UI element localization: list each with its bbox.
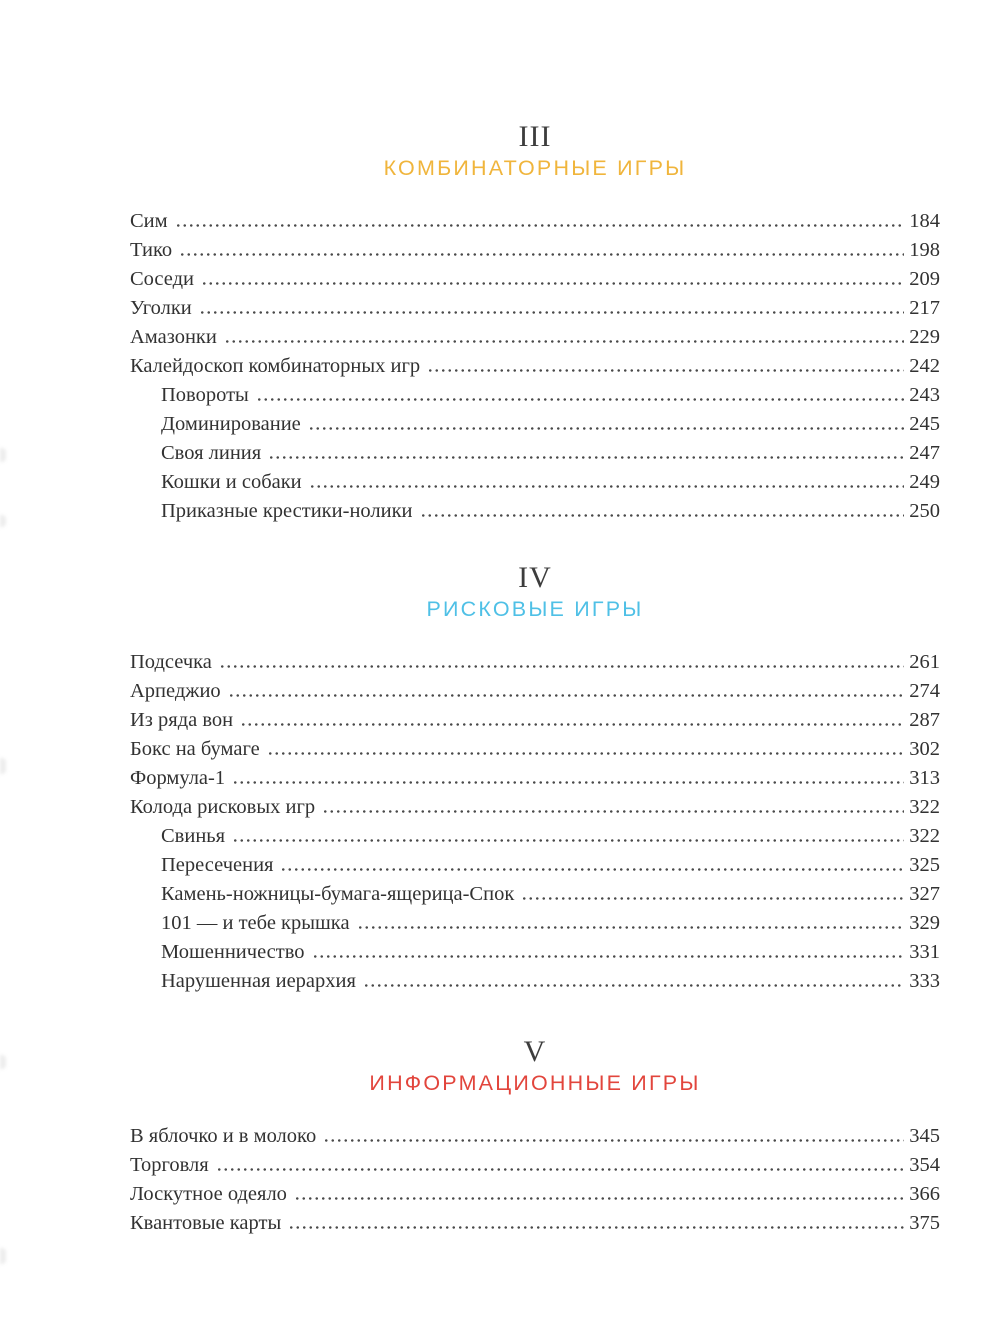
toc-section — [130, 1036, 940, 1241]
dot-leader — [240, 723, 904, 726]
toc-entry-label: Подсечка — [130, 651, 212, 673]
toc-entry — [130, 1183, 940, 1212]
toc-entry-label: Торговля — [130, 1154, 209, 1176]
toc-entry-page: 261 — [909, 651, 940, 673]
toc-entry-page: 366 — [909, 1183, 940, 1205]
toc-list — [130, 1125, 940, 1241]
toc-entry-label: Сим — [130, 210, 168, 232]
toc-entry-label: Уголки — [130, 297, 192, 319]
section-header — [130, 121, 940, 180]
toc-entry-page: 322 — [909, 796, 940, 818]
toc-entry-page: 329 — [909, 912, 940, 934]
toc-entry — [130, 738, 940, 767]
dot-leader — [420, 514, 905, 517]
dot-leader — [179, 253, 904, 256]
dot-leader — [309, 485, 905, 488]
toc-entry — [130, 384, 940, 413]
toc-entry-page: 243 — [909, 384, 940, 406]
toc-entry — [130, 941, 940, 970]
toc-entry-label: Кошки и собаки — [161, 471, 302, 493]
toc-entry-page: 245 — [909, 413, 940, 435]
section-title: КОМБИНАТОРНЫЕ ИГРЫ — [383, 156, 687, 180]
dot-leader — [216, 1168, 905, 1171]
toc-entry — [130, 442, 940, 471]
dot-leader — [256, 398, 904, 401]
toc-entry — [130, 709, 940, 738]
toc-entry-page: 375 — [909, 1212, 940, 1234]
dot-leader — [308, 427, 904, 430]
toc-entry-label: Своя линия — [161, 442, 262, 464]
toc-entry-label: Приказные крестики-нолики — [161, 500, 413, 522]
section-numeral: V — [523, 1035, 547, 1068]
dot-leader — [201, 282, 904, 285]
dot-leader — [312, 955, 905, 958]
toc-entry-page: 287 — [909, 709, 940, 731]
toc-entry-label: Калейдоскоп комбинаторных игр — [130, 355, 421, 377]
toc-entry — [130, 413, 940, 442]
toc-entry-page: 250 — [909, 500, 940, 522]
toc-entry-page: 302 — [909, 738, 940, 760]
toc-entry — [130, 500, 940, 529]
section-numeral: IV — [518, 561, 552, 594]
toc-entry-label: Бокс на бумаге — [130, 738, 260, 760]
toc-entry-page: 229 — [909, 326, 940, 348]
toc-entry — [130, 355, 940, 384]
toc-section — [130, 562, 940, 999]
section-header — [130, 1036, 940, 1095]
toc-entry-page: 209 — [909, 268, 940, 290]
toc-entry-page: 242 — [909, 355, 940, 377]
section-title: ИНФОРМАЦИОННЫЕ ИГРЫ — [369, 1071, 701, 1095]
toc-list — [130, 651, 940, 999]
toc-entry-page: 313 — [909, 767, 940, 789]
toc-entry-page: 247 — [909, 442, 940, 464]
toc-entry-label: Квантовые карты — [130, 1212, 282, 1234]
toc-entry-label: Нарушенная иерархия — [161, 970, 356, 992]
toc-entry-label: Повороты — [161, 384, 249, 406]
toc-entry-page: 249 — [909, 471, 940, 493]
toc-entry-label: Мошенничество — [161, 941, 305, 963]
toc-entry-label: Камень-ножницы-бумага-ящерица-Спок — [161, 883, 515, 905]
toc-entry-label: Колода рисковых игр — [130, 796, 316, 818]
toc-entry-label: Амазонки — [130, 326, 217, 348]
toc-entry-label: Формула-1 — [130, 767, 226, 789]
dot-leader — [268, 456, 904, 459]
dot-leader — [427, 369, 904, 372]
toc-entry — [130, 912, 940, 941]
dot-leader — [294, 1197, 904, 1200]
dot-leader — [363, 984, 904, 987]
toc-entry — [130, 854, 940, 883]
toc-entry-page: 184 — [909, 210, 940, 232]
toc-entry-page: 345 — [909, 1125, 940, 1147]
toc-entry-label: Из ряда вон — [130, 709, 234, 731]
toc-entry-label: Лоскутное одеяло — [130, 1183, 287, 1205]
toc-entry — [130, 239, 940, 268]
toc-entry — [130, 1212, 940, 1241]
toc-entry-label: Арпеджио — [130, 680, 221, 702]
dot-leader — [322, 810, 904, 813]
toc-entry-page: 217 — [909, 297, 940, 319]
toc-section — [130, 121, 940, 529]
dot-leader — [323, 1139, 904, 1142]
scan-artifact — [0, 1248, 6, 1264]
toc-entry — [130, 297, 940, 326]
dot-leader — [219, 665, 904, 668]
dot-leader — [224, 340, 904, 343]
toc-entry-page: 325 — [909, 854, 940, 876]
toc-entry-label: Свинья — [161, 825, 226, 847]
toc-entry-page: 198 — [909, 239, 940, 261]
dot-leader — [357, 926, 905, 929]
toc-entry — [130, 268, 940, 297]
toc-entry — [130, 326, 940, 355]
toc-entry-label: Доминирование — [161, 413, 301, 435]
toc-entry — [130, 1154, 940, 1183]
toc-entry-label: 101 — и тебе крышка — [161, 912, 350, 934]
dot-leader — [175, 224, 905, 227]
dot-leader — [267, 752, 905, 755]
dot-leader — [232, 839, 904, 842]
section-header — [130, 562, 940, 621]
toc-entry-label: Пересечения — [161, 854, 274, 876]
toc-entry — [130, 1125, 940, 1154]
dot-leader — [228, 694, 905, 697]
dot-leader — [288, 1226, 904, 1229]
toc-entry — [130, 210, 940, 239]
toc-entry — [130, 651, 940, 680]
toc-entry — [130, 471, 940, 500]
toc-entry-page: 354 — [909, 1154, 940, 1176]
toc-entry — [130, 796, 940, 825]
toc-entry-label: В яблочко и в молоко — [130, 1125, 317, 1147]
toc-list — [130, 210, 940, 529]
toc-entry-page: 333 — [909, 970, 940, 992]
toc-entry-page: 327 — [909, 883, 940, 905]
section-title: РИСКОВЫЕ ИГРЫ — [426, 597, 644, 621]
toc-entry — [130, 680, 940, 709]
dot-leader — [199, 311, 904, 314]
dot-leader — [280, 868, 904, 871]
toc-entry-label: Тико — [130, 239, 173, 261]
toc-entry-label: Соседи — [130, 268, 195, 290]
dot-leader — [521, 897, 904, 900]
toc-entry-page: 322 — [909, 825, 940, 847]
toc-entry — [130, 970, 940, 999]
section-numeral: III — [518, 120, 552, 153]
toc-entry — [130, 825, 940, 854]
dot-leader — [232, 781, 904, 784]
toc-entry — [130, 767, 940, 796]
toc-entry-page: 331 — [909, 941, 940, 963]
toc-entry-page: 274 — [909, 680, 940, 702]
toc-entry — [130, 883, 940, 912]
